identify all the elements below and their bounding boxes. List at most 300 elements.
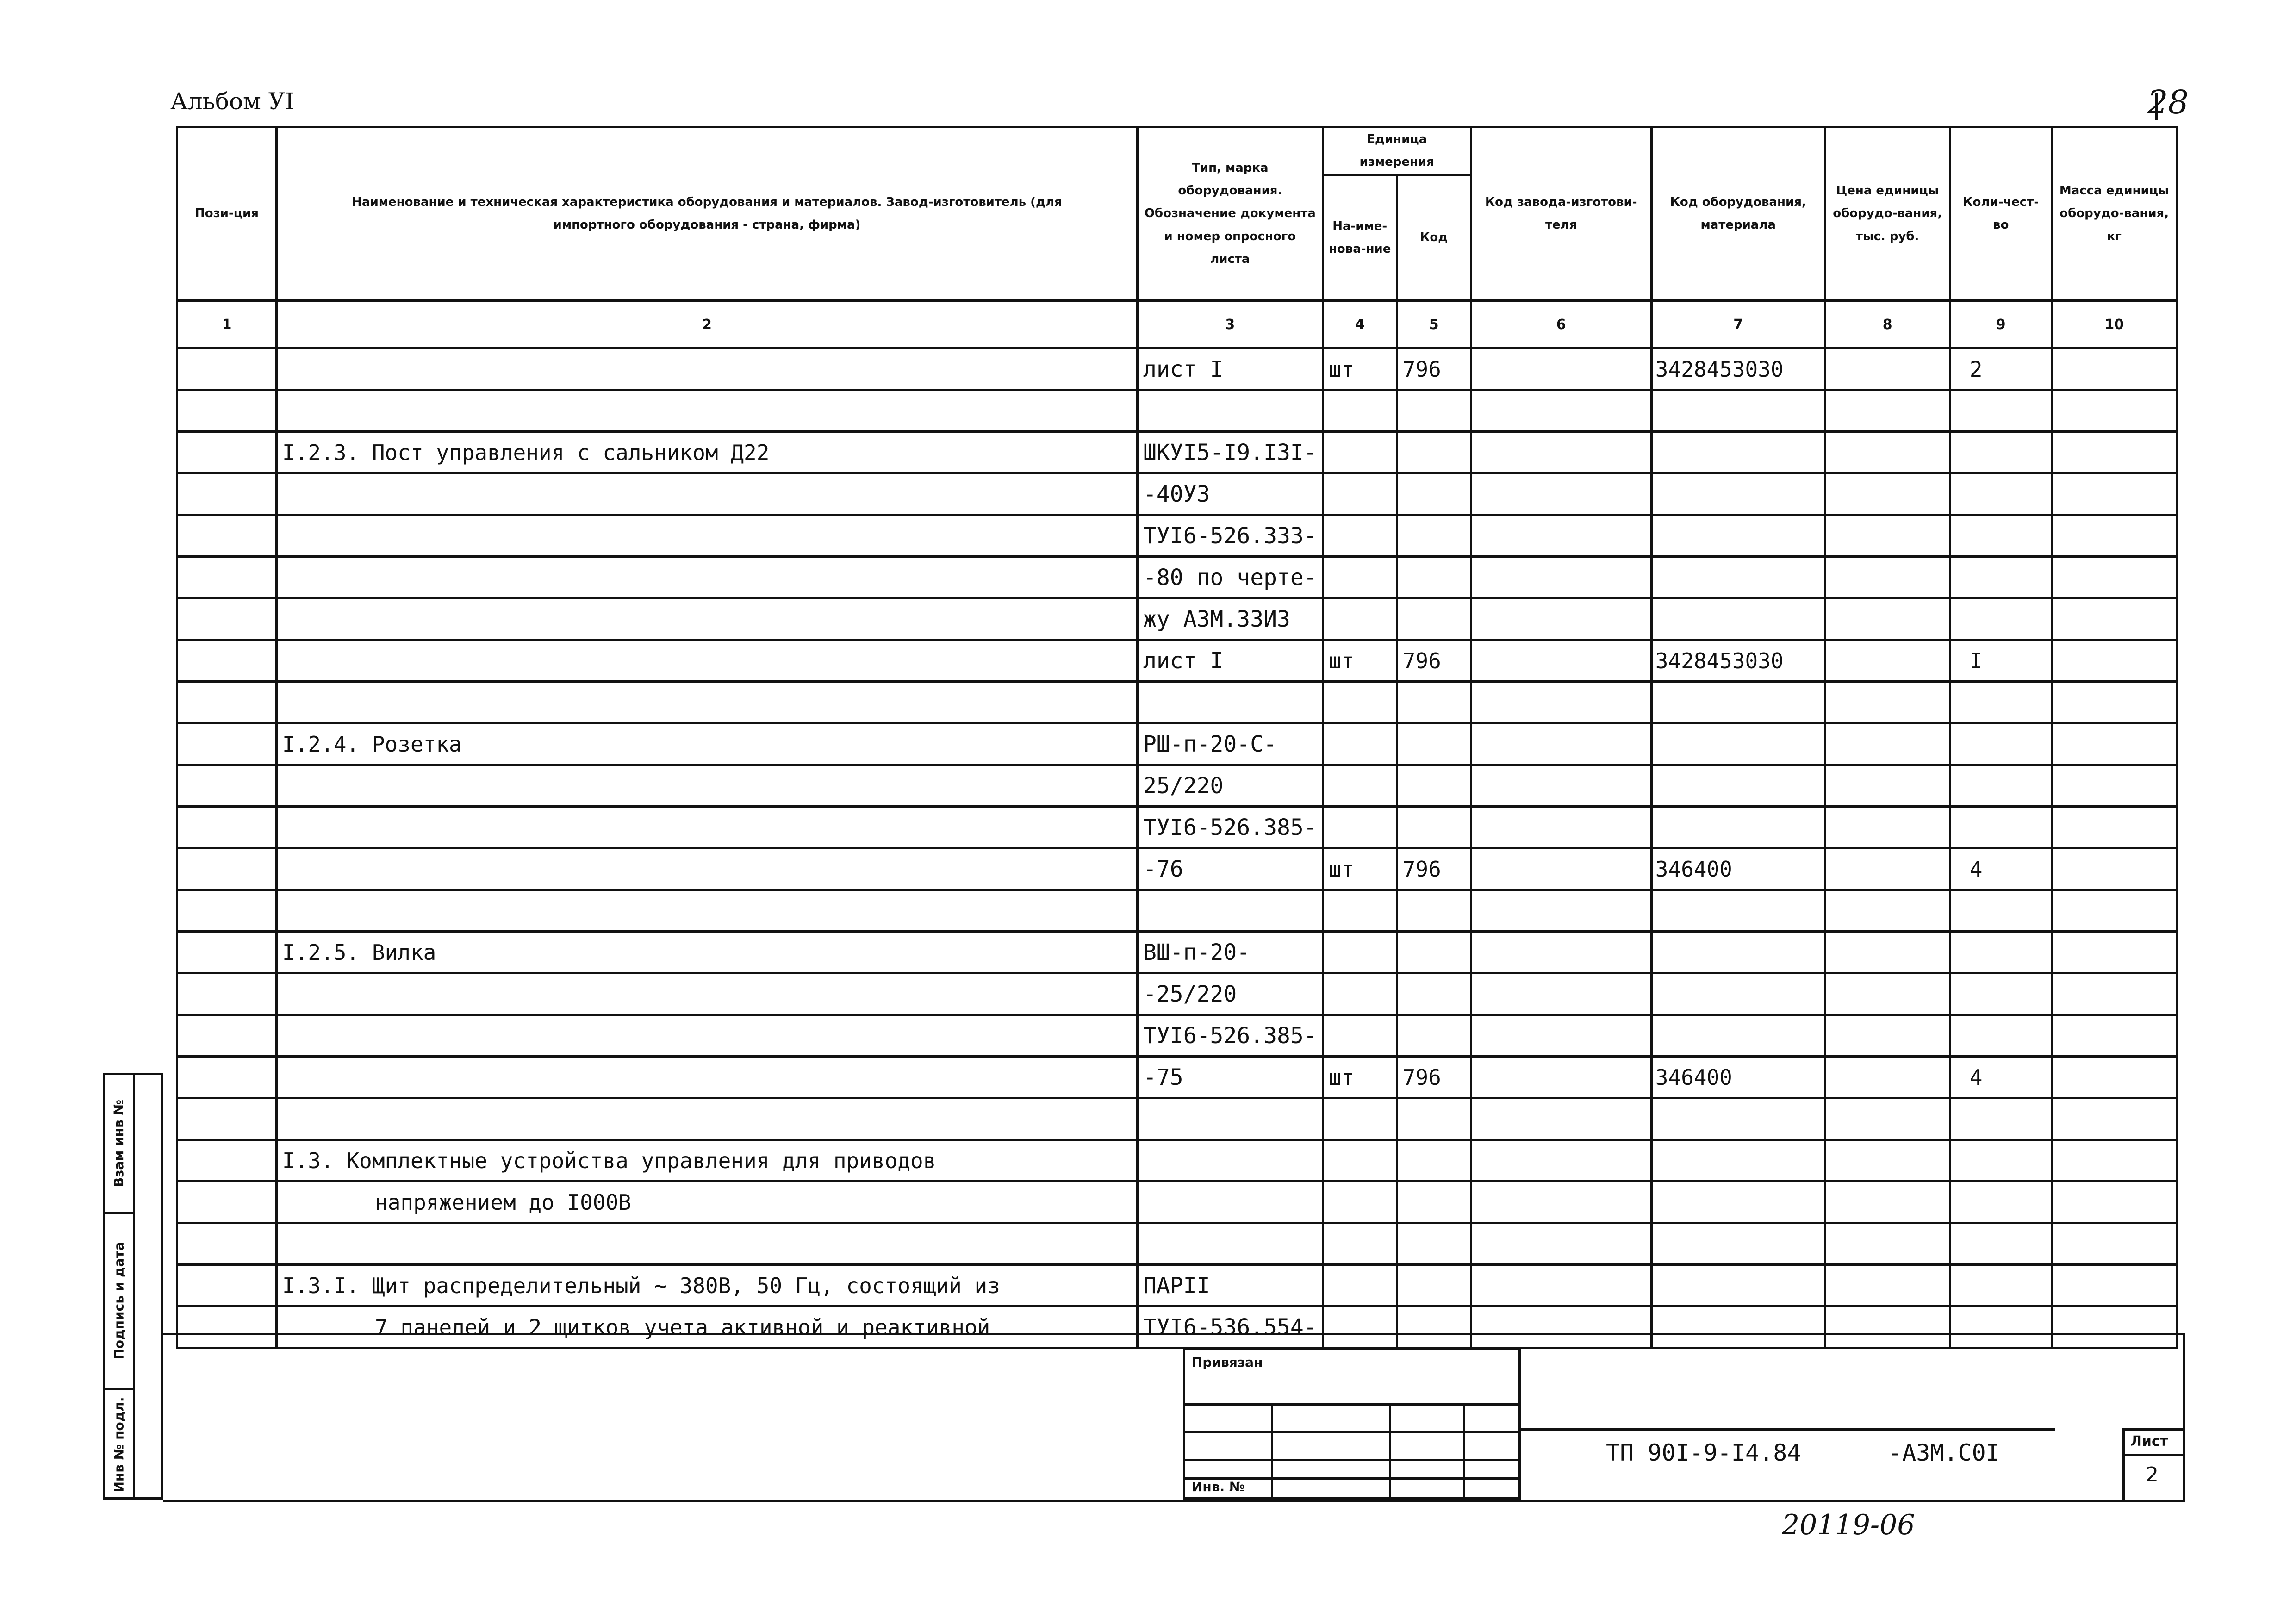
cell-unit-name — [1323, 598, 1397, 640]
table-row — [177, 473, 2177, 515]
cell-factory-code — [1471, 1182, 1651, 1223]
cell-position — [177, 473, 277, 515]
cell-price — [1825, 1223, 1950, 1265]
cell-price — [1825, 1015, 1950, 1057]
cell-mass — [2052, 348, 2177, 390]
header-row — [177, 127, 2177, 175]
cell-factory-code — [1471, 473, 1651, 515]
cell-unit-code — [1397, 1223, 1471, 1265]
cell-quantity — [1950, 1015, 2052, 1057]
cell-mass — [2052, 1223, 2177, 1265]
cell-mass — [2052, 432, 2177, 473]
cell-unit-name — [1323, 1223, 1397, 1265]
cell-unit-code: 796 — [1397, 848, 1471, 890]
cell-mass — [2052, 1057, 2177, 1098]
cell-unit-code — [1397, 557, 1471, 598]
cell-quantity — [1950, 598, 2052, 640]
cell-unit-name — [1323, 1015, 1397, 1057]
col-number: 3 — [1138, 301, 1323, 348]
cell-mass — [2052, 1182, 2177, 1223]
cell-mass — [2052, 765, 2177, 807]
cell-name — [277, 1057, 1138, 1098]
col-number: 10 — [2052, 301, 2177, 348]
stamp-line — [1389, 1403, 1391, 1497]
cell-equipment-code — [1651, 807, 1825, 848]
cell-equipment-code — [1651, 932, 1825, 973]
attached-label: Привязан — [1192, 1355, 1263, 1370]
cell-price — [1825, 473, 1950, 515]
cell-name — [277, 807, 1138, 848]
col-number: 1 — [177, 301, 277, 348]
stamp-line — [1185, 1459, 1518, 1461]
cell-unit-name — [1323, 432, 1397, 473]
side-stamp-divider — [133, 1075, 135, 1497]
cell-position — [177, 1098, 277, 1140]
cell-type — [1138, 682, 1323, 723]
specification-body — [177, 348, 2177, 1348]
cell-unit-name: шт — [1323, 848, 1397, 890]
cell-mass — [2052, 848, 2177, 890]
cell-factory-code — [1471, 1098, 1651, 1140]
cell-unit-name — [1323, 1098, 1397, 1140]
cell-equipment-code — [1651, 515, 1825, 557]
cell-quantity — [1950, 723, 2052, 765]
cell-type: ТУI6-526.385- — [1138, 807, 1323, 848]
cell-unit-code — [1397, 473, 1471, 515]
cell-quantity: 4 — [1950, 1057, 2052, 1098]
cell-quantity — [1950, 1307, 2052, 1348]
cell-price — [1825, 682, 1950, 723]
cell-type: -25/220 — [1138, 973, 1323, 1015]
cell-unit-code — [1397, 1265, 1471, 1307]
col-header-factory-code: Код завода-изготови-теля — [1471, 127, 1651, 301]
cell-factory-code — [1471, 432, 1651, 473]
cell-name — [277, 848, 1138, 890]
cell-name — [277, 1223, 1138, 1265]
stamp-line — [1271, 1403, 1273, 1497]
cell-unit-code: 796 — [1397, 1057, 1471, 1098]
cell-equipment-code — [1651, 1015, 1825, 1057]
cell-factory-code — [1471, 640, 1651, 682]
cell-unit-code — [1397, 932, 1471, 973]
cell-position — [177, 1307, 277, 1348]
cell-type: -76 — [1138, 848, 1323, 890]
cell-quantity — [1950, 1140, 2052, 1182]
cell-name: I.2.3. Пост управления с сальником Д22 — [277, 432, 1138, 473]
cell-quantity: 4 — [1950, 848, 2052, 890]
cell-position — [177, 932, 277, 973]
handwritten-number: 20119-06 — [1782, 1509, 1915, 1541]
cell-equipment-code — [1651, 390, 1825, 432]
cell-price — [1825, 640, 1950, 682]
cell-type: лист I — [1138, 348, 1323, 390]
table-row — [177, 390, 2177, 432]
cell-unit-name — [1323, 1140, 1397, 1182]
cell-equipment-code — [1651, 682, 1825, 723]
cell-equipment-code — [1651, 557, 1825, 598]
table-row — [177, 973, 2177, 1015]
cell-type — [1138, 1140, 1323, 1182]
cell-quantity: I — [1950, 640, 2052, 682]
cell-price — [1825, 973, 1950, 1015]
col-header-quantity: Коли-чест-во — [1950, 127, 2052, 301]
cell-quantity — [1950, 515, 2052, 557]
cell-unit-code — [1397, 807, 1471, 848]
cell-name: I.2.5. Вилка — [277, 932, 1138, 973]
column-number-row — [177, 301, 2177, 348]
sheet-label: Лист — [2130, 1433, 2168, 1450]
frame-line — [163, 1333, 2185, 1335]
table-row — [177, 1098, 2177, 1140]
specification-table — [176, 126, 2178, 1349]
stamp-line — [1185, 1431, 1518, 1433]
cell-factory-code — [1471, 390, 1651, 432]
col-number: 7 — [1651, 301, 1825, 348]
frame-line — [163, 1500, 2185, 1502]
cell-type: -75 — [1138, 1057, 1323, 1098]
cell-equipment-code — [1651, 598, 1825, 640]
cell-price — [1825, 723, 1950, 765]
table-row — [177, 598, 2177, 640]
page-number: 28 — [2147, 83, 2189, 121]
cell-name — [277, 515, 1138, 557]
cell-price — [1825, 1265, 1950, 1307]
cell-unit-code — [1397, 1307, 1471, 1348]
cell-factory-code — [1471, 1140, 1651, 1182]
cell-unit-code: 796 — [1397, 640, 1471, 682]
cell-quantity — [1950, 557, 2052, 598]
cell-equipment-code — [1651, 1140, 1825, 1182]
cell-equipment-code — [1651, 473, 1825, 515]
cell-unit-code — [1397, 1140, 1471, 1182]
table-row — [177, 807, 2177, 848]
cell-unit-name — [1323, 973, 1397, 1015]
cell-equipment-code — [1651, 1098, 1825, 1140]
cell-unit-code — [1397, 515, 1471, 557]
cell-price — [1825, 932, 1950, 973]
inv-label: Инв. № — [1192, 1479, 1245, 1494]
cell-factory-code — [1471, 557, 1651, 598]
cell-mass — [2052, 890, 2177, 932]
col-header-unit-code: Код — [1397, 175, 1471, 300]
table-row — [177, 1265, 2177, 1307]
table-row — [177, 1223, 2177, 1265]
cell-unit-name — [1323, 390, 1397, 432]
sheet-line — [2125, 1454, 2183, 1456]
side-stamp-label: Инв № подл. — [111, 1397, 127, 1493]
cell-quantity — [1950, 1098, 2052, 1140]
cell-position — [177, 890, 277, 932]
cell-quantity — [1950, 890, 2052, 932]
cell-mass — [2052, 598, 2177, 640]
cell-type: ШКУI5-I9.I3I- — [1138, 432, 1323, 473]
cell-mass — [2052, 1307, 2177, 1348]
cell-position — [177, 765, 277, 807]
cell-position — [177, 515, 277, 557]
cell-factory-code — [1471, 515, 1651, 557]
cell-mass — [2052, 473, 2177, 515]
cell-name: I.3. Комплектные устройства управления для приводов — [277, 1140, 1138, 1182]
cell-position — [177, 1057, 277, 1098]
cell-unit-name — [1323, 765, 1397, 807]
cell-mass — [2052, 515, 2177, 557]
cell-factory-code — [1471, 1015, 1651, 1057]
cell-position — [177, 557, 277, 598]
cell-type — [1138, 390, 1323, 432]
cell-equipment-code: 3428453030 — [1651, 348, 1825, 390]
table-row — [177, 557, 2177, 598]
col-header-price: Цена единицы оборудо-вания, тыс. руб. — [1825, 127, 1950, 301]
document-code-suffix: -АЗМ.С0I — [1888, 1439, 2000, 1466]
table-row — [177, 1140, 2177, 1182]
cell-name — [277, 682, 1138, 723]
cell-position — [177, 807, 277, 848]
cell-unit-name — [1323, 1307, 1397, 1348]
cell-position — [177, 348, 277, 390]
cell-unit-code — [1397, 1098, 1471, 1140]
cell-position — [177, 640, 277, 682]
attachment-stamp — [1183, 1348, 1521, 1500]
cell-mass — [2052, 1098, 2177, 1140]
cell-position — [177, 432, 277, 473]
cell-type: лист I — [1138, 640, 1323, 682]
cell-factory-code — [1471, 682, 1651, 723]
cell-name — [277, 890, 1138, 932]
table-row — [177, 1015, 2177, 1057]
cell-mass — [2052, 682, 2177, 723]
cell-price — [1825, 890, 1950, 932]
cell-type: -40У3 — [1138, 473, 1323, 515]
cell-type: жу АЗМ.33И3 — [1138, 598, 1323, 640]
cell-name — [277, 640, 1138, 682]
cell-position — [177, 1265, 277, 1307]
cell-price — [1825, 1098, 1950, 1140]
cell-quantity — [1950, 1265, 2052, 1307]
cell-position — [177, 848, 277, 890]
col-header-name: Наименование и техническая характеристика оборудования и материалов. Завод-изготовитель (для импортного оборудования - страна, фирма) — [277, 127, 1138, 301]
title-block-line — [1521, 1428, 2055, 1431]
cell-name-text: напряжением до I000В — [375, 1189, 631, 1215]
table-row — [177, 348, 2177, 390]
cell-factory-code — [1471, 890, 1651, 932]
cell-price — [1825, 557, 1950, 598]
cell-equipment-code — [1651, 432, 1825, 473]
cell-unit-name — [1323, 890, 1397, 932]
side-stamp — [103, 1073, 163, 1500]
side-stamp-label: Подпись и дата — [111, 1242, 127, 1360]
cell-position — [177, 1015, 277, 1057]
table-row — [177, 1057, 2177, 1098]
cell-quantity — [1950, 973, 2052, 1015]
table-row — [177, 765, 2177, 807]
cell-price — [1825, 848, 1950, 890]
cell-type: ТУI6-526.385- — [1138, 1015, 1323, 1057]
cell-equipment-code — [1651, 973, 1825, 1015]
cell-price — [1825, 598, 1950, 640]
cell-position — [177, 598, 277, 640]
col-header-unit: Единица измерения — [1323, 127, 1471, 175]
album-label: Альбом УI — [170, 88, 294, 115]
cell-position — [177, 682, 277, 723]
cell-unit-code — [1397, 432, 1471, 473]
cell-type: ТУI6-536.554- — [1138, 1307, 1323, 1348]
cell-quantity — [1950, 1182, 2052, 1223]
cell-equipment-code — [1651, 723, 1825, 765]
cell-factory-code — [1471, 932, 1651, 973]
cell-equipment-code — [1651, 1182, 1825, 1223]
cell-type: ТУI6-526.333- — [1138, 515, 1323, 557]
cell-factory-code — [1471, 598, 1651, 640]
cell-mass — [2052, 1015, 2177, 1057]
cell-name — [277, 1015, 1138, 1057]
cell-name — [277, 598, 1138, 640]
cell-equipment-code: 346400 — [1651, 1057, 1825, 1098]
cell-price — [1825, 1182, 1950, 1223]
table-row — [177, 1307, 2177, 1348]
col-number: 8 — [1825, 301, 1950, 348]
cell-unit-code — [1397, 1015, 1471, 1057]
cell-equipment-code: 3428453030 — [1651, 640, 1825, 682]
cell-name — [277, 348, 1138, 390]
table-row — [177, 932, 2177, 973]
cell-unit-name: шт — [1323, 640, 1397, 682]
cell-unit-name — [1323, 557, 1397, 598]
table-row — [177, 723, 2177, 765]
cell-unit-code — [1397, 973, 1471, 1015]
cell-factory-code — [1471, 723, 1651, 765]
cell-type — [1138, 890, 1323, 932]
sheet-box — [2122, 1428, 2183, 1500]
cell-position — [177, 1140, 277, 1182]
cell-unit-code — [1397, 723, 1471, 765]
cell-factory-code — [1471, 807, 1651, 848]
cell-name — [277, 557, 1138, 598]
cell-mass — [2052, 1265, 2177, 1307]
cell-unit-code — [1397, 890, 1471, 932]
col-number: 5 — [1397, 301, 1471, 348]
cell-position — [177, 1182, 277, 1223]
cell-mass — [2052, 932, 2177, 973]
cell-price — [1825, 348, 1950, 390]
table-row — [177, 890, 2177, 932]
cell-name — [277, 765, 1138, 807]
cell-factory-code — [1471, 848, 1651, 890]
cell-type: ВШ-п-20- — [1138, 932, 1323, 973]
side-stamp-replaced-inv — [105, 1075, 133, 1214]
cell-unit-name: шт — [1323, 348, 1397, 390]
cell-mass — [2052, 973, 2177, 1015]
cell-mass — [2052, 723, 2177, 765]
stamp-line — [1463, 1403, 1465, 1497]
cell-quantity — [1950, 390, 2052, 432]
side-stamp-label: Взам инв № — [111, 1099, 127, 1188]
cell-mass — [2052, 640, 2177, 682]
cell-position — [177, 973, 277, 1015]
cell-quantity — [1950, 432, 2052, 473]
cell-mass — [2052, 1140, 2177, 1182]
cell-factory-code — [1471, 973, 1651, 1015]
cell-factory-code — [1471, 1307, 1651, 1348]
cell-type — [1138, 1182, 1323, 1223]
cell-quantity — [1950, 765, 2052, 807]
cell-factory-code — [1471, 765, 1651, 807]
col-number: 2 — [277, 301, 1138, 348]
table-row — [177, 515, 2177, 557]
side-stamp-original-inv — [105, 1390, 133, 1500]
cell-equipment-code — [1651, 1223, 1825, 1265]
cell-mass — [2052, 807, 2177, 848]
cell-unit-code — [1397, 598, 1471, 640]
cell-quantity — [1950, 932, 2052, 973]
cell-quantity — [1950, 1223, 2052, 1265]
cell-quantity — [1950, 807, 2052, 848]
cell-price — [1825, 807, 1950, 848]
cell-factory-code — [1471, 348, 1651, 390]
document-code: ТП 90I-9-I4.84 — [1606, 1439, 1801, 1466]
cell-unit-code — [1397, 390, 1471, 432]
cell-unit-name — [1323, 723, 1397, 765]
cell-unit-name — [1323, 682, 1397, 723]
cell-type: РШ-п-20-С- — [1138, 723, 1323, 765]
cell-name — [277, 390, 1138, 432]
cell-unit-code — [1397, 765, 1471, 807]
cell-equipment-code — [1651, 1265, 1825, 1307]
stamp-line — [1185, 1403, 1518, 1406]
cell-unit-name — [1323, 1265, 1397, 1307]
cell-price — [1825, 1140, 1950, 1182]
side-stamp-signature — [105, 1214, 133, 1390]
col-header-type: Тип, марка оборудования. Обозначение документа и номер опросного листа — [1138, 127, 1323, 301]
col-number: 6 — [1471, 301, 1651, 348]
cell-position — [177, 723, 277, 765]
col-header-mass: Масса единицы оборудо-вания, кг — [2052, 127, 2177, 301]
cell-equipment-code — [1651, 765, 1825, 807]
cell-type — [1138, 1098, 1323, 1140]
cell-unit-name — [1323, 807, 1397, 848]
table-row — [177, 432, 2177, 473]
frame-line — [2183, 1333, 2185, 1502]
cell-unit-name: шт — [1323, 1057, 1397, 1098]
table-row — [177, 1182, 2177, 1223]
table-row — [177, 848, 2177, 890]
cell-type: 25/220 — [1138, 765, 1323, 807]
cell-unit-name — [1323, 473, 1397, 515]
cell-type — [1138, 1223, 1323, 1265]
cell-quantity — [1950, 682, 2052, 723]
cell-unit-name — [1323, 932, 1397, 973]
cell-name — [277, 1098, 1138, 1140]
cell-price — [1825, 390, 1950, 432]
cell-price — [1825, 1057, 1950, 1098]
cell-price — [1825, 1307, 1950, 1348]
cell-name — [277, 1182, 1138, 1223]
cell-name: I.2.4. Розетка — [277, 723, 1138, 765]
cell-type: -80 по черте- — [1138, 557, 1323, 598]
table-row — [177, 682, 2177, 723]
cell-factory-code — [1471, 1223, 1651, 1265]
cell-mass — [2052, 557, 2177, 598]
cell-factory-code — [1471, 1057, 1651, 1098]
cell-equipment-code: 346400 — [1651, 848, 1825, 890]
col-number: 4 — [1323, 301, 1397, 348]
table-row — [177, 640, 2177, 682]
cell-mass — [2052, 390, 2177, 432]
cell-factory-code — [1471, 1265, 1651, 1307]
col-header-position: Пози-ция — [177, 127, 277, 301]
cell-name — [277, 473, 1138, 515]
cell-name — [277, 1307, 1138, 1348]
cell-unit-name — [1323, 1182, 1397, 1223]
